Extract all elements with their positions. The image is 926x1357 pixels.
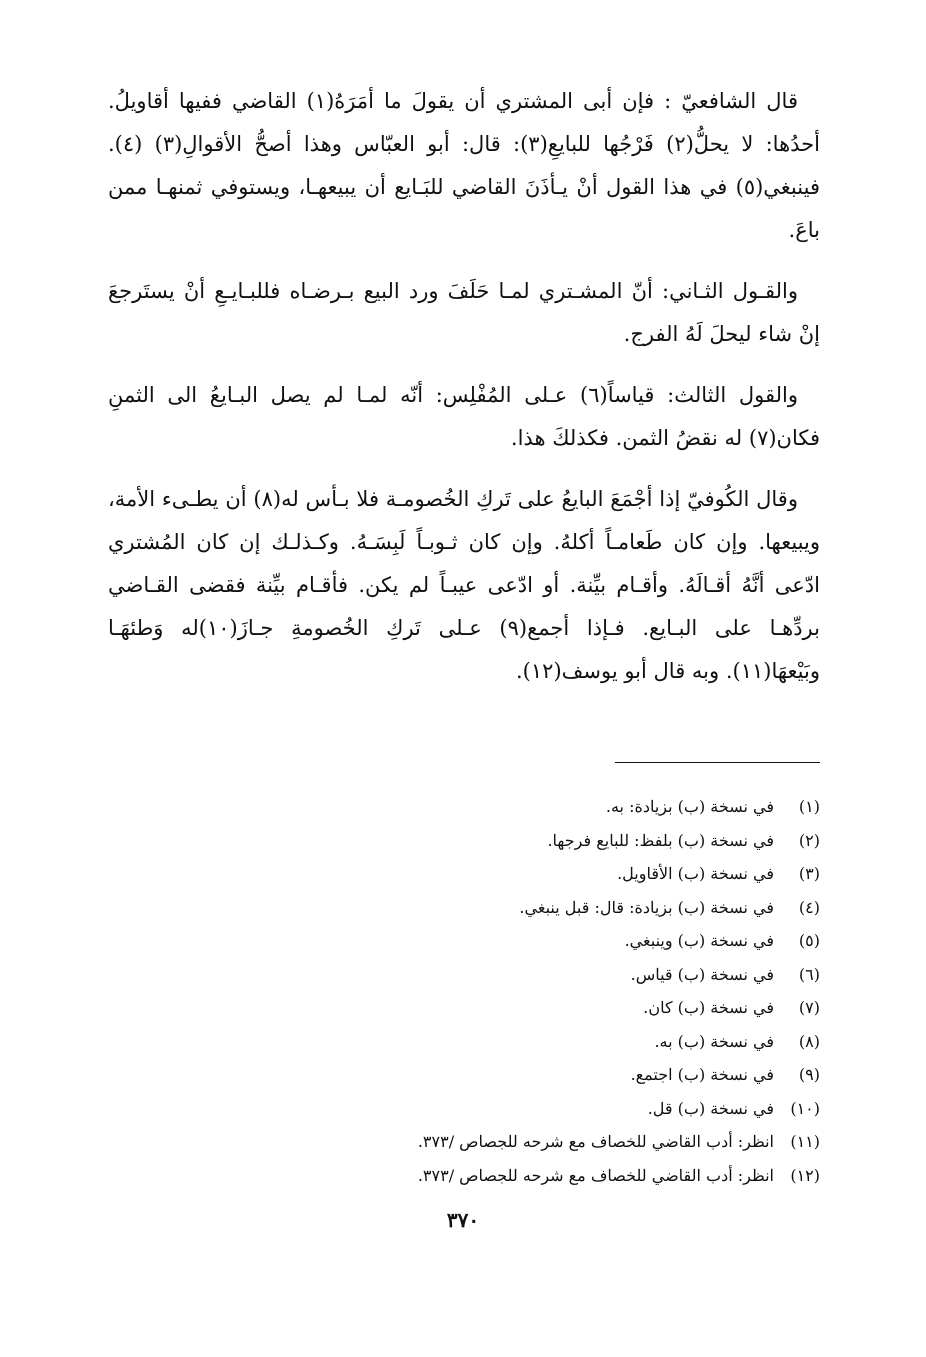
footnote-item: [108, 1058, 820, 1092]
footnote-number: (٧): [798, 998, 820, 1017]
footnote-item: [108, 1125, 820, 1159]
footnote-text: انظر: أدب القاضي للخصاف مع شرحه للجصاص /٣٧٣.: [417, 1132, 774, 1151]
footnote-number: (٣): [798, 864, 820, 883]
paragraph-third-opinion: والقول الثالث: قياساً(٦) عـلى المُفْلِس: أنّه لمـا لم يصل البـايعُ الى الثمنِ فكان(٧) له نقضُ الثمن. فكذلكَ هذا.: [108, 383, 820, 450]
footnote-number: (٦): [798, 964, 820, 984]
footnote-item: [108, 924, 820, 958]
footnote-number: (٥): [798, 931, 820, 950]
footnote-number: (٢): [798, 830, 820, 850]
footnote-number: (١١): [790, 1132, 820, 1151]
footnote-text: في نسخة (ب) الأقاويل.: [617, 864, 774, 883]
footnote-item: [108, 958, 820, 992]
footnote-number: (١٢): [790, 1165, 820, 1185]
footnote-text: في نسخة (ب) به.: [654, 1031, 774, 1051]
footnotes-list: [108, 790, 820, 1192]
main-text: [108, 80, 820, 711]
footnote-number: (١): [798, 797, 820, 816]
footnote-item: [108, 891, 820, 925]
paragraph-second-opinion: والقـول الثـاني: أنّ المشـتري لمـا حَلَفَ ورد البيع بـرضـاه فللبـايـعِ أنْ يستَرجعَ إنْ شاء ليحلَ لَهُ الفرج.: [108, 279, 820, 346]
footnote-item: [108, 1159, 820, 1193]
footnote-text: انظر: أدب القاضي للخصاف مع شرحه للجصاص /٣٧٣.: [417, 1165, 774, 1185]
footnote-item: [108, 991, 820, 1025]
footnote-item: [108, 790, 820, 824]
footnote-item: [108, 1025, 820, 1059]
footnote-item: [108, 857, 820, 891]
page-number: ٣٧٠: [446, 1208, 480, 1232]
paragraph-shafii: قال الشافعيّ : فإن أبى المشتري أن يقولَ ما أمَرَهُ(١) القاضي ففيها أقاويلُ. أحدُها: لا يحلُّ(٢) فَرْجُها للبايعِ(٣): قال: أبو العبّاس وهذا أصحُّ الأقوالِ(٣) (٤). فينبغي(٥) في هذا القول أنْ يـأذَنَ القاضي للبَـايع أن يبيعهـا، ويستوفي ثمنهـا ممن باعَ.: [108, 89, 820, 242]
footnote-item: [108, 1092, 820, 1126]
footnote-text: في نسخة (ب) بزيادة: به.: [605, 797, 774, 816]
paragraph-kufi: وقال الكُوفيّ إذا أجْمَعَ البايعُ على تَركِ الخُصومـة فلا بـأس له(٨) أن يطـىء الأمة، ويبيعها. وإن كان طَعامـاً أكلهُ. وإن كان ثـوبـاً لَبِسَـهُ. وكـذلـك إن كان المُشتري ادّعى أنَّهُ أقـالَهُ. وأقـام بيِّنة. أو ادّعى عيبـاً لم يكن. فأقـام بيِّنة فقضى القـاضي بردِّهـا على البـايع. فـإذا أجمع(٩) عـلى تَركِ الخُصومةِ جـازَ(١٠)له وَطئهَـا وبَيْعهَا(١١). وبه قال أبو يوسف(١٢).: [108, 487, 820, 683]
footnote-number: (٤): [798, 897, 820, 917]
footnote-text: في نسخة (ب) بزيادة: قال: قبل ينبغي.: [519, 897, 774, 917]
footnote-text: في نسخة (ب) وينبغي.: [624, 931, 774, 950]
footnote-text: في نسخة (ب) كان.: [643, 998, 774, 1017]
footnote-text: في نسخة (ب) بلفظ: للبايع فرجها.: [547, 830, 774, 850]
footnote-number: (٩): [798, 1065, 820, 1084]
footnote-text: في نسخة (ب) قياس.: [630, 964, 774, 984]
footnote-number: (١٠): [790, 1098, 820, 1118]
footnote-item: [108, 824, 820, 858]
footnote-separator: [615, 762, 820, 763]
footnote-text: في نسخة (ب) قل.: [647, 1098, 774, 1118]
footnote-number: (٨): [798, 1031, 820, 1051]
footnote-text: في نسخة (ب) اجتمع.: [630, 1065, 774, 1084]
